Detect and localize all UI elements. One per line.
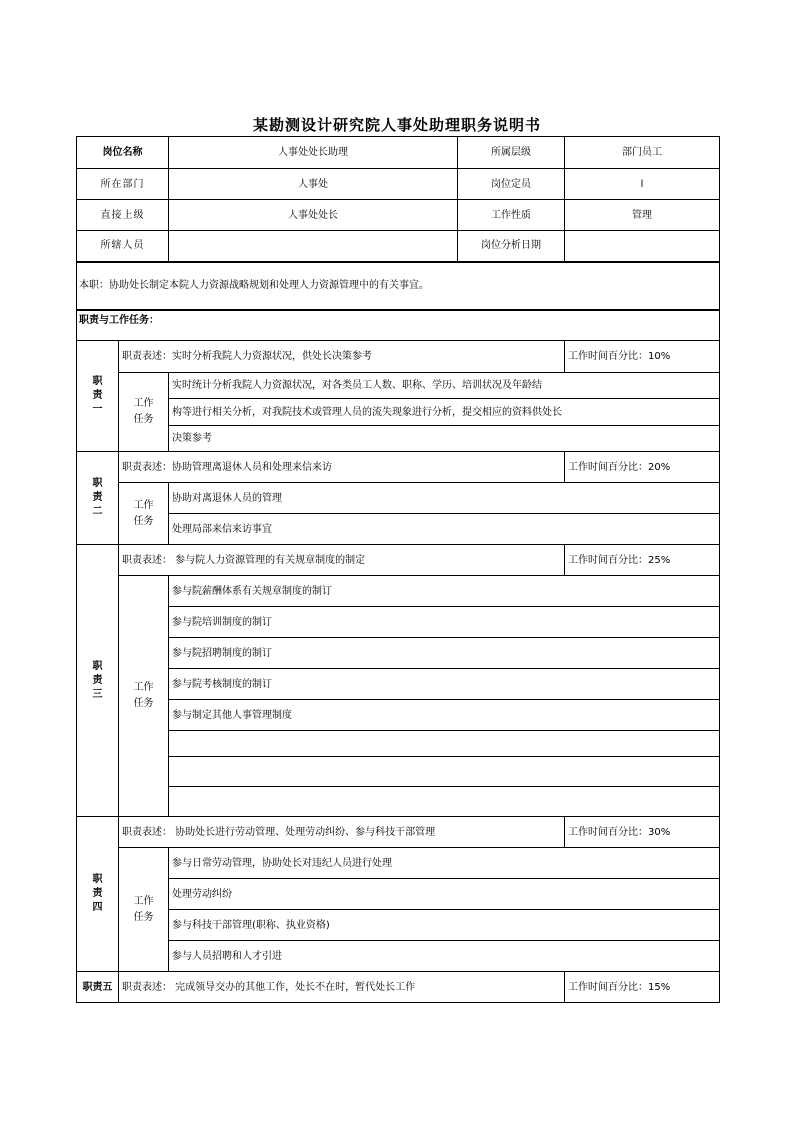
superior-label: 直接上级: [77, 200, 169, 231]
duty-1-percent: 工作时间百分比：10%: [565, 341, 720, 373]
duty-1-desc: 职责表述：实时分析我院人力资源状况，供处长决策参考: [119, 341, 565, 373]
duty-2-label: 职 责 二: [77, 452, 119, 545]
duty-3-task-5: 参与制定其他人事管理制度: [169, 700, 720, 731]
duty-1-task-3: 决策参考: [169, 426, 720, 452]
duty-3-label: 职 责 三: [77, 545, 119, 817]
subordinate-value: [169, 231, 458, 262]
duty-3-task-7: [169, 757, 720, 787]
subordinate-label: 所辖人员: [77, 231, 169, 262]
duty-5-desc: 职责表述： 完成领导交办的其他工作，处长不在时，暂代处长工作: [119, 972, 565, 1003]
position-name-value: 人事处处长助理: [169, 137, 458, 169]
duty-3-task-label: 工作 任务: [119, 576, 169, 817]
duty-3-task-1: 参与院薪酬体系有关规章制度的制订: [169, 576, 720, 607]
headcount-value: l: [565, 169, 720, 200]
level-label: 所属层级: [458, 137, 565, 169]
duty-3-desc: 职责表述： 参与院人力资源管理的有关规章制度的制定: [119, 545, 565, 576]
duty-3-percent: 工作时间百分比：25%: [565, 545, 720, 576]
duty-4-task-2: 处理劳动纠纷: [169, 879, 720, 910]
duties-title: 职责与工作任务：: [77, 310, 720, 341]
duty-2-desc: 职责表述：协助管理离退休人员和处理来信来访: [119, 452, 565, 483]
duty-1-task-1: 实时统计分析我院人力资源状况，对各类员工人数、职称、学历、培训状况及年龄结: [169, 373, 720, 399]
duty-4-percent: 工作时间百分比：30%: [565, 817, 720, 848]
duty-1-task-label: 工作 任务: [119, 373, 169, 452]
duty-3-task-3: 参与院招聘制度的制订: [169, 638, 720, 669]
document-title: 某勘测设计研究院人事处助理职务说明书: [252, 116, 541, 134]
superior-value: 人事处处长: [169, 200, 458, 231]
level-value: 部门员工: [565, 137, 720, 169]
duty-3-task-8: [169, 787, 720, 817]
analysis-date-label: 岗位分析日期: [458, 231, 565, 262]
analysis-date-value: [565, 231, 720, 262]
duty-2-task-2: 处理局部来信来访事宜: [169, 514, 720, 545]
headcount-label: 岗位定员: [458, 169, 565, 200]
duty-4-task-3: 参与科技干部管理(职称、执业资格): [169, 910, 720, 941]
duty-4-task-1: 参与日常劳动管理，协助处长对违纪人员进行处理: [169, 848, 720, 879]
dept-value: 人事处: [169, 169, 458, 200]
nature-label: 工作性质: [458, 200, 565, 231]
duty-5-label: 职责五: [77, 972, 119, 1003]
position-name-label: 岗位名称: [77, 137, 169, 169]
duty-4-desc: 职责表述： 协助处长进行劳动管理、处理劳动纠纷、参与科技干部管理: [119, 817, 565, 848]
duty-1-label: 职 责 一: [77, 341, 119, 452]
nature-value: 管理: [565, 200, 720, 231]
job-description-table: [76, 136, 720, 1003]
duty-4-label: 职 责 四: [77, 817, 119, 972]
dept-label: 所在部门: [77, 169, 169, 200]
duty-2-percent: 工作时间百分比：20%: [565, 452, 720, 483]
duty-3-task-4: 参与院考核制度的制订: [169, 669, 720, 700]
duty-4-task-4: 参与人员招聘和人才引进: [169, 941, 720, 972]
duty-1-task-2: 构等进行相关分析，对我院技术或管理人员的流失现象进行分析，提交相应的资料供处长: [169, 399, 720, 426]
duty-5-percent: 工作时间百分比：15%: [565, 972, 720, 1003]
duty-2-task-label: 工作 任务: [119, 483, 169, 545]
duty-3-task-2: 参与院培训制度的制订: [169, 607, 720, 638]
duty-2-task-1: 协助对离退休人员的管理: [169, 483, 720, 514]
duty-3-task-6: [169, 731, 720, 757]
duty-summary: 本职：协助处长制定本院人力资源战略规划和处理人力资源管理中的有关事宜。: [77, 262, 720, 310]
duty-4-task-label: 工作 任务: [119, 848, 169, 972]
